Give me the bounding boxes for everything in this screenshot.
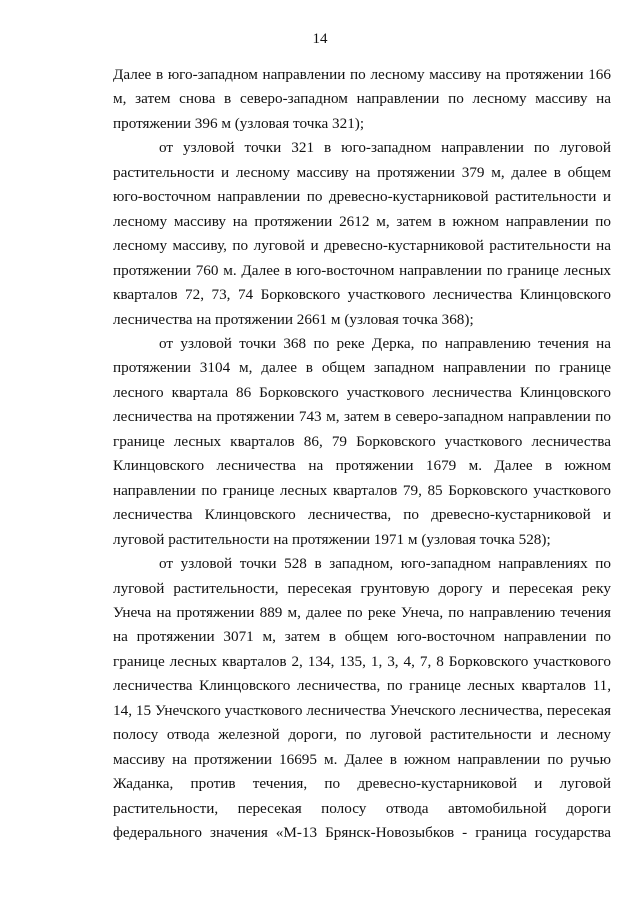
page-number: 14 [312, 31, 328, 47]
paragraph-1: Далее в юго-западном направлении по лесному массиву на протяжении 166 м, затем снова в северо-западном направлении по лесному массиву на протяжении 396 м (узловая точка 321); [113, 66, 611, 132]
paragraph-2: от узловой точки 321 в юго-западном направлении по луговой растительности и лесному массиву на протяжении 379 м, далее в общем юго-восточном направлении по древесно-кустарниковой растительности и лесному массиву на протяжении 2612 м, затем в южном направлении по лесному массиву, по луговой и древесно-кустарниковой растительности на протяжении 760 м. Далее в юго-восточном направлении по границе лесных кварталов 72, 73, 74 Борковского участкового лесничества Клинцовского лесничества на протяжении 2661 м (узловая точка 368); [113, 139, 611, 328]
paragraph-3: от узловой точки 368 по реке Дерка, по направлению течения на протяжении 3104 м, далее в общем западном направлении по границе лесного квартала 86 Борковского участкового лесничества Клинцовского лесничества на протяжении 743 м, затем в северо-западном направлении по границе лесных кварталов 86, 79 Борковского участкового лесничества Клинцовского лесничества на протяжении 1679 м. Далее в южном направлении по границе лесных кварталов 79, 85 Борковского участкового лесничества Клинцовского лесничества, по древесно-кустарниковой и луговой растительности на протяжении 1971 м (узловая точка 528); [113, 334, 611, 548]
document-body [113, 63, 611, 846]
paragraph-4: от узловой точки 528 в западном, юго-западном направлениях по луговой растительности, пересекая грунтовую дорогу и пересекая реку Унеча на протяжении 889 м, далее по реке Унеча, по направлению течения на протяжении 3071 м, затем в общем юго-восточном направлении по границе лесных кварталов 2, 134, 135, 1, 3, 4, 7, 8 Борковского участкового лесничества Клинцовского лесничества, по границе лесных кварталов 11, 14, 15 Унечского участкового лесничества Унечского лесничества, пересекая полосу отвода железной дороги, по луговой растительности и лесному массиву на протяжении 16695 м. Далее в южном направлении по ручью Жаданка, против течения, по древесно-кустарниковой и луговой растительности, пересекая полосу отвода автомобильной дороги федерального значения «М-13 Брянск-Новозыбков - граница государства [113, 555, 611, 842]
